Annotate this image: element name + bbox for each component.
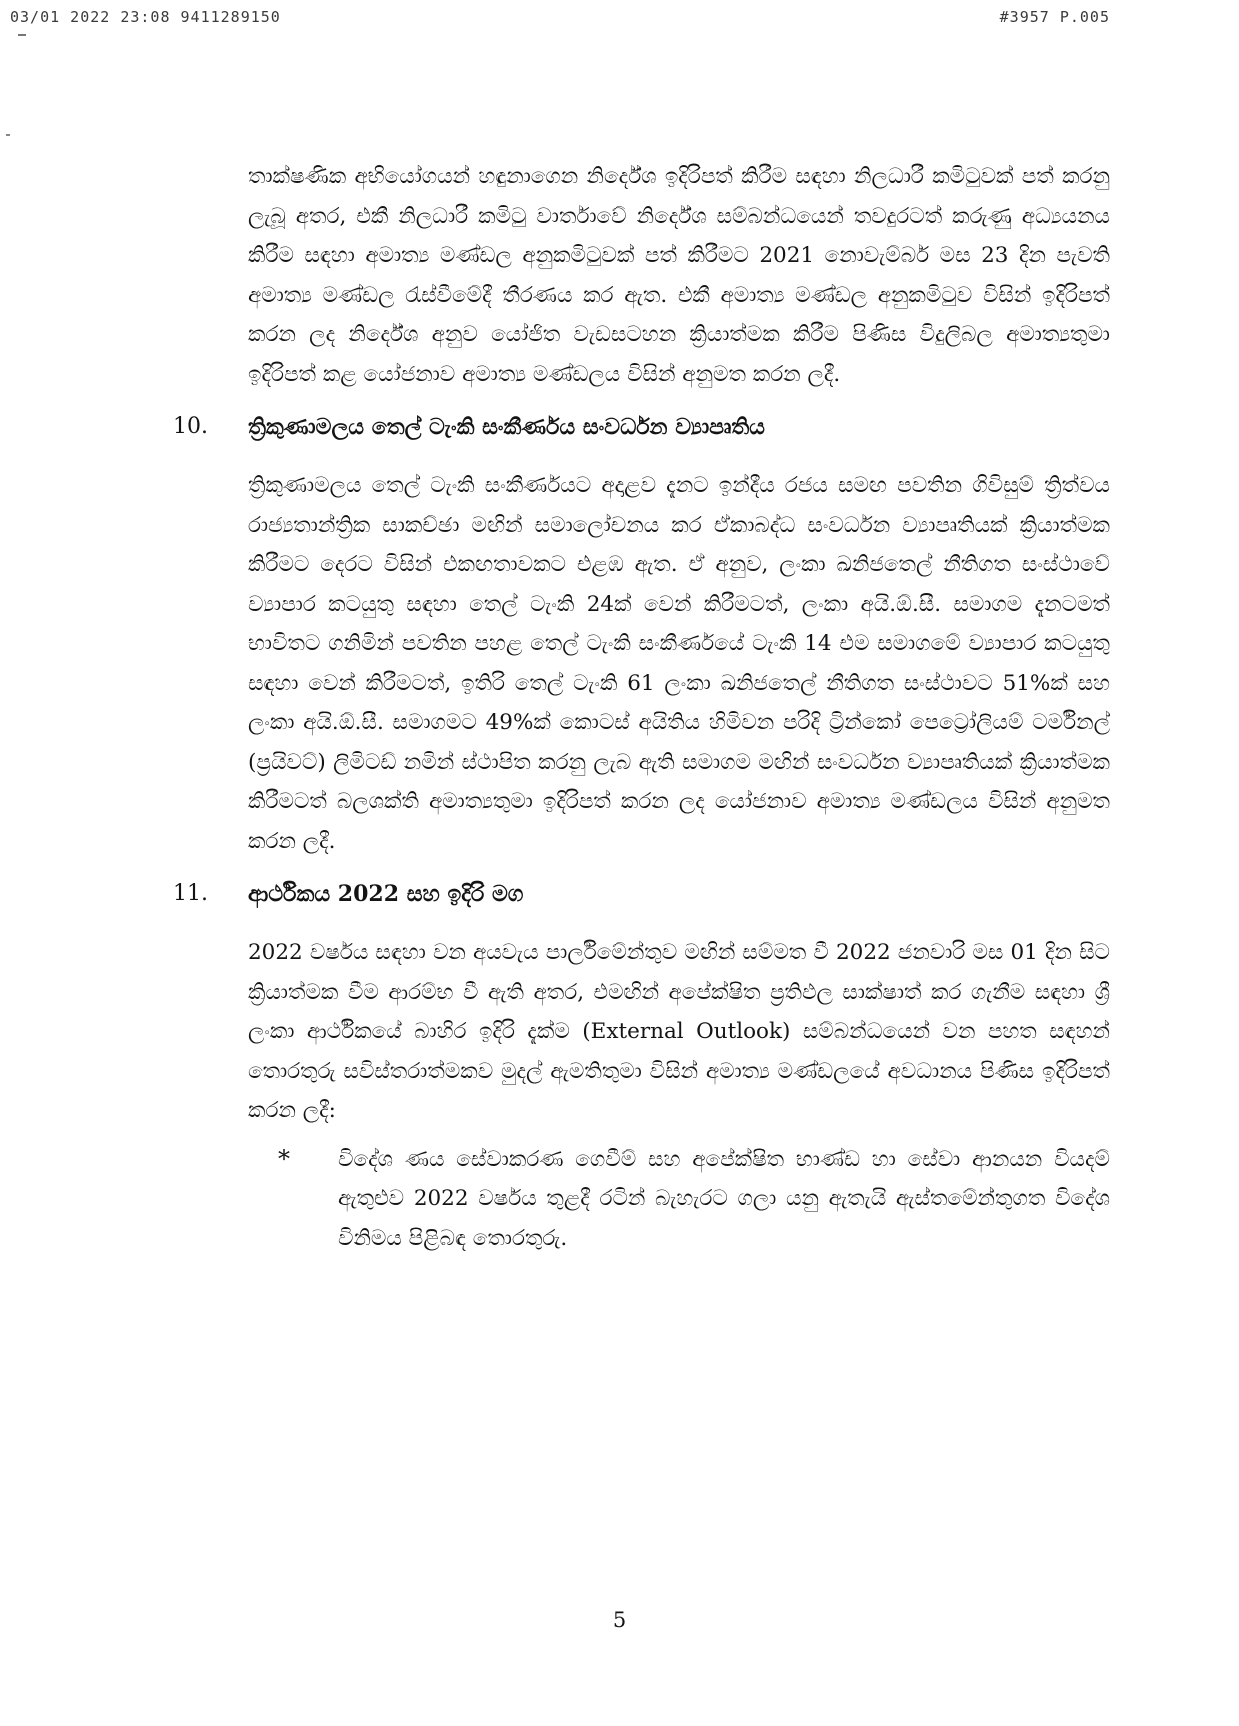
fax-page-reference: #3957 P.005 bbox=[999, 8, 1110, 26]
section-title: ත්‍රිකුණාමලය තෙල් ටැංකි සංකීර්ණය සංවර්ධන ව්‍යාපෘතිය bbox=[248, 414, 765, 440]
scan-mark bbox=[6, 134, 10, 136]
bullet-item bbox=[278, 1140, 1110, 1259]
fax-transmission-info: 03/01 2022 23:08 9411289150 bbox=[10, 8, 281, 26]
bullet-text: විදේශ ණය සේවාකරණ ගෙවීම් සහ අපේක්ෂිත භාණ්ඩ හා සේවා ආනයන වියදම් ඇතුළුව 2022 වර්ෂය තුළදී රටින් බැහැරට ගලා යනු ඇතැයි ඇස්තමේන්තුගත විදේශ විනිමය පිළිබඳ තොරතුරු. bbox=[338, 1146, 1110, 1251]
bullet-marker: * bbox=[278, 1144, 290, 1173]
scan-mark bbox=[18, 34, 26, 36]
section-11-heading bbox=[173, 874, 1110, 914]
section-title: ආර්ථිකය 2022 සහ ඉදිරි මග bbox=[248, 881, 524, 907]
section-number: 11. bbox=[173, 881, 208, 906]
page-number: 5 bbox=[612, 1608, 627, 1632]
section-11-body: 2022 වර්ෂය සඳහා වන අයවැය පාර්ලිමේන්තුව මඟින් සම්මත වී 2022 ජනවාරි මස 01 දින සිට ක්‍රියාත්මක වීම ආරම්භ වී ඇති අතර, එමඟින් අපේක්ෂිත ප්‍රතිඵල සාක්ෂාත් කර ගැනීම සඳහා ශ්‍රී ලංකා ආර්ථිකයේ බාහිර ඉදිරි දැක්ම (External Outlook) සම්බන්ධයෙන් වන පහත සඳහන් තොරතුරු සවිස්තරාත්මකව මුදල් ඇමතිතුමා විසින් අමාත්‍ය මණ්ඩලයේ අවධානය පිණිස ඉදිරිපත් කරන ලදී: bbox=[248, 940, 1110, 1123]
document-body bbox=[173, 157, 1110, 1258]
section-number: 10. bbox=[173, 414, 208, 439]
section-10-heading bbox=[173, 407, 1110, 447]
paragraph-continued: තාක්ෂණික අභියෝගයන් හඳුනාගෙන නිර්දේශ ඉදිරිපත් කිරීම සඳහා නිලධාරී කමිටුවක් පත් කරනු ලැබූ අතර, එකී නිලධාරී කමිටු වාර්තාවේ නිර්දේශ සම්බන්ධයෙන් තවදුරටත් කරුණු අධ්‍යයනය කිරීම සඳහා අමාත්‍ය මණ්ඩල අනුකමිටුවක් පත් කිරීමට 2021 නොවැම්බර් මස 23 දින පැවති අමාත්‍ය මණ්ඩල රැස්වීමේදී තීරණය කර ඇත. එකී අමාත්‍ය මණ්ඩල අනුකමිටුව විසින් ඉදිරිපත් කරන ලද නිර්දේශ අනුව යෝජිත වැඩසටහන ක්‍රියාත්මක කිරීම පිණිස විදුලිබල අමාත්‍යතුමා ඉදිරිපත් කළ යෝජනාව අමාත්‍ය මණ්ඩලය විසින් අනුමත කරන ලදී. bbox=[248, 164, 1110, 387]
section-10-body: ත්‍රිකුණාමලය තෙල් ටැංකි සංකීර්ණයට අදාළව දැනට ඉන්දීය රජය සමඟ පවතින ගිවිසුම් ත්‍රිත්වය රාජ්‍යතාන්ත්‍රික සාකච්ඡා මඟින් සමාලෝචනය කර ඒකාබද්ධ සංවර්ධන ව්‍යාපෘතියක් ක්‍රියාත්මක කිරීමට දෙරට විසින් එකඟතාවකට එළඹ ඇත. ඒ අනුව, ලංකා ඛනිජතෙල් නීතිගත සංස්ථාවේ ව්‍යාපාර කටයුතු සඳහා තෙල් ටැංකි 24ක් වෙන් කිරීමටත්, ලංකා අයි.ඕ.සී. සමාගම දැනටමත් භාවිතට ගනිමින් පවතින පහළ තෙල් ටැංකි සංකීර්ණයේ ටැංකි 14 එම සමාගමේ ව්‍යාපාර කටයුතු සඳහා වෙන් කිරීමටත්, ඉතිරි තෙල් ටැංකි 61 ලංකා ඛනිජතෙල් නීතිගත සංස්ථාවට 51%ක් සහ ලංකා අයි.ඕ.සී. සමාගමට 49%ක් කොටස් අයිතිය හිමිවන පරිදි ට්‍රින්කෝ පෙට්‍රෝලියම් ටර්මිනල් (ප්‍රයිවට්) ලිමිටඩ් නමින් ස්ථාපිත කරනු ලැබ ඇති සමාගම මඟින් සංවර්ධන ව්‍යාපෘතියක් ක්‍රියාත්මක කිරීමටත් බලශක්ති අමාත්‍යතුමා ඉදිරිපත් කරන ලද යෝජනාව අමාත්‍ය මණ්ඩලය විසින් අනුමත කරන ලදී. bbox=[248, 473, 1110, 854]
